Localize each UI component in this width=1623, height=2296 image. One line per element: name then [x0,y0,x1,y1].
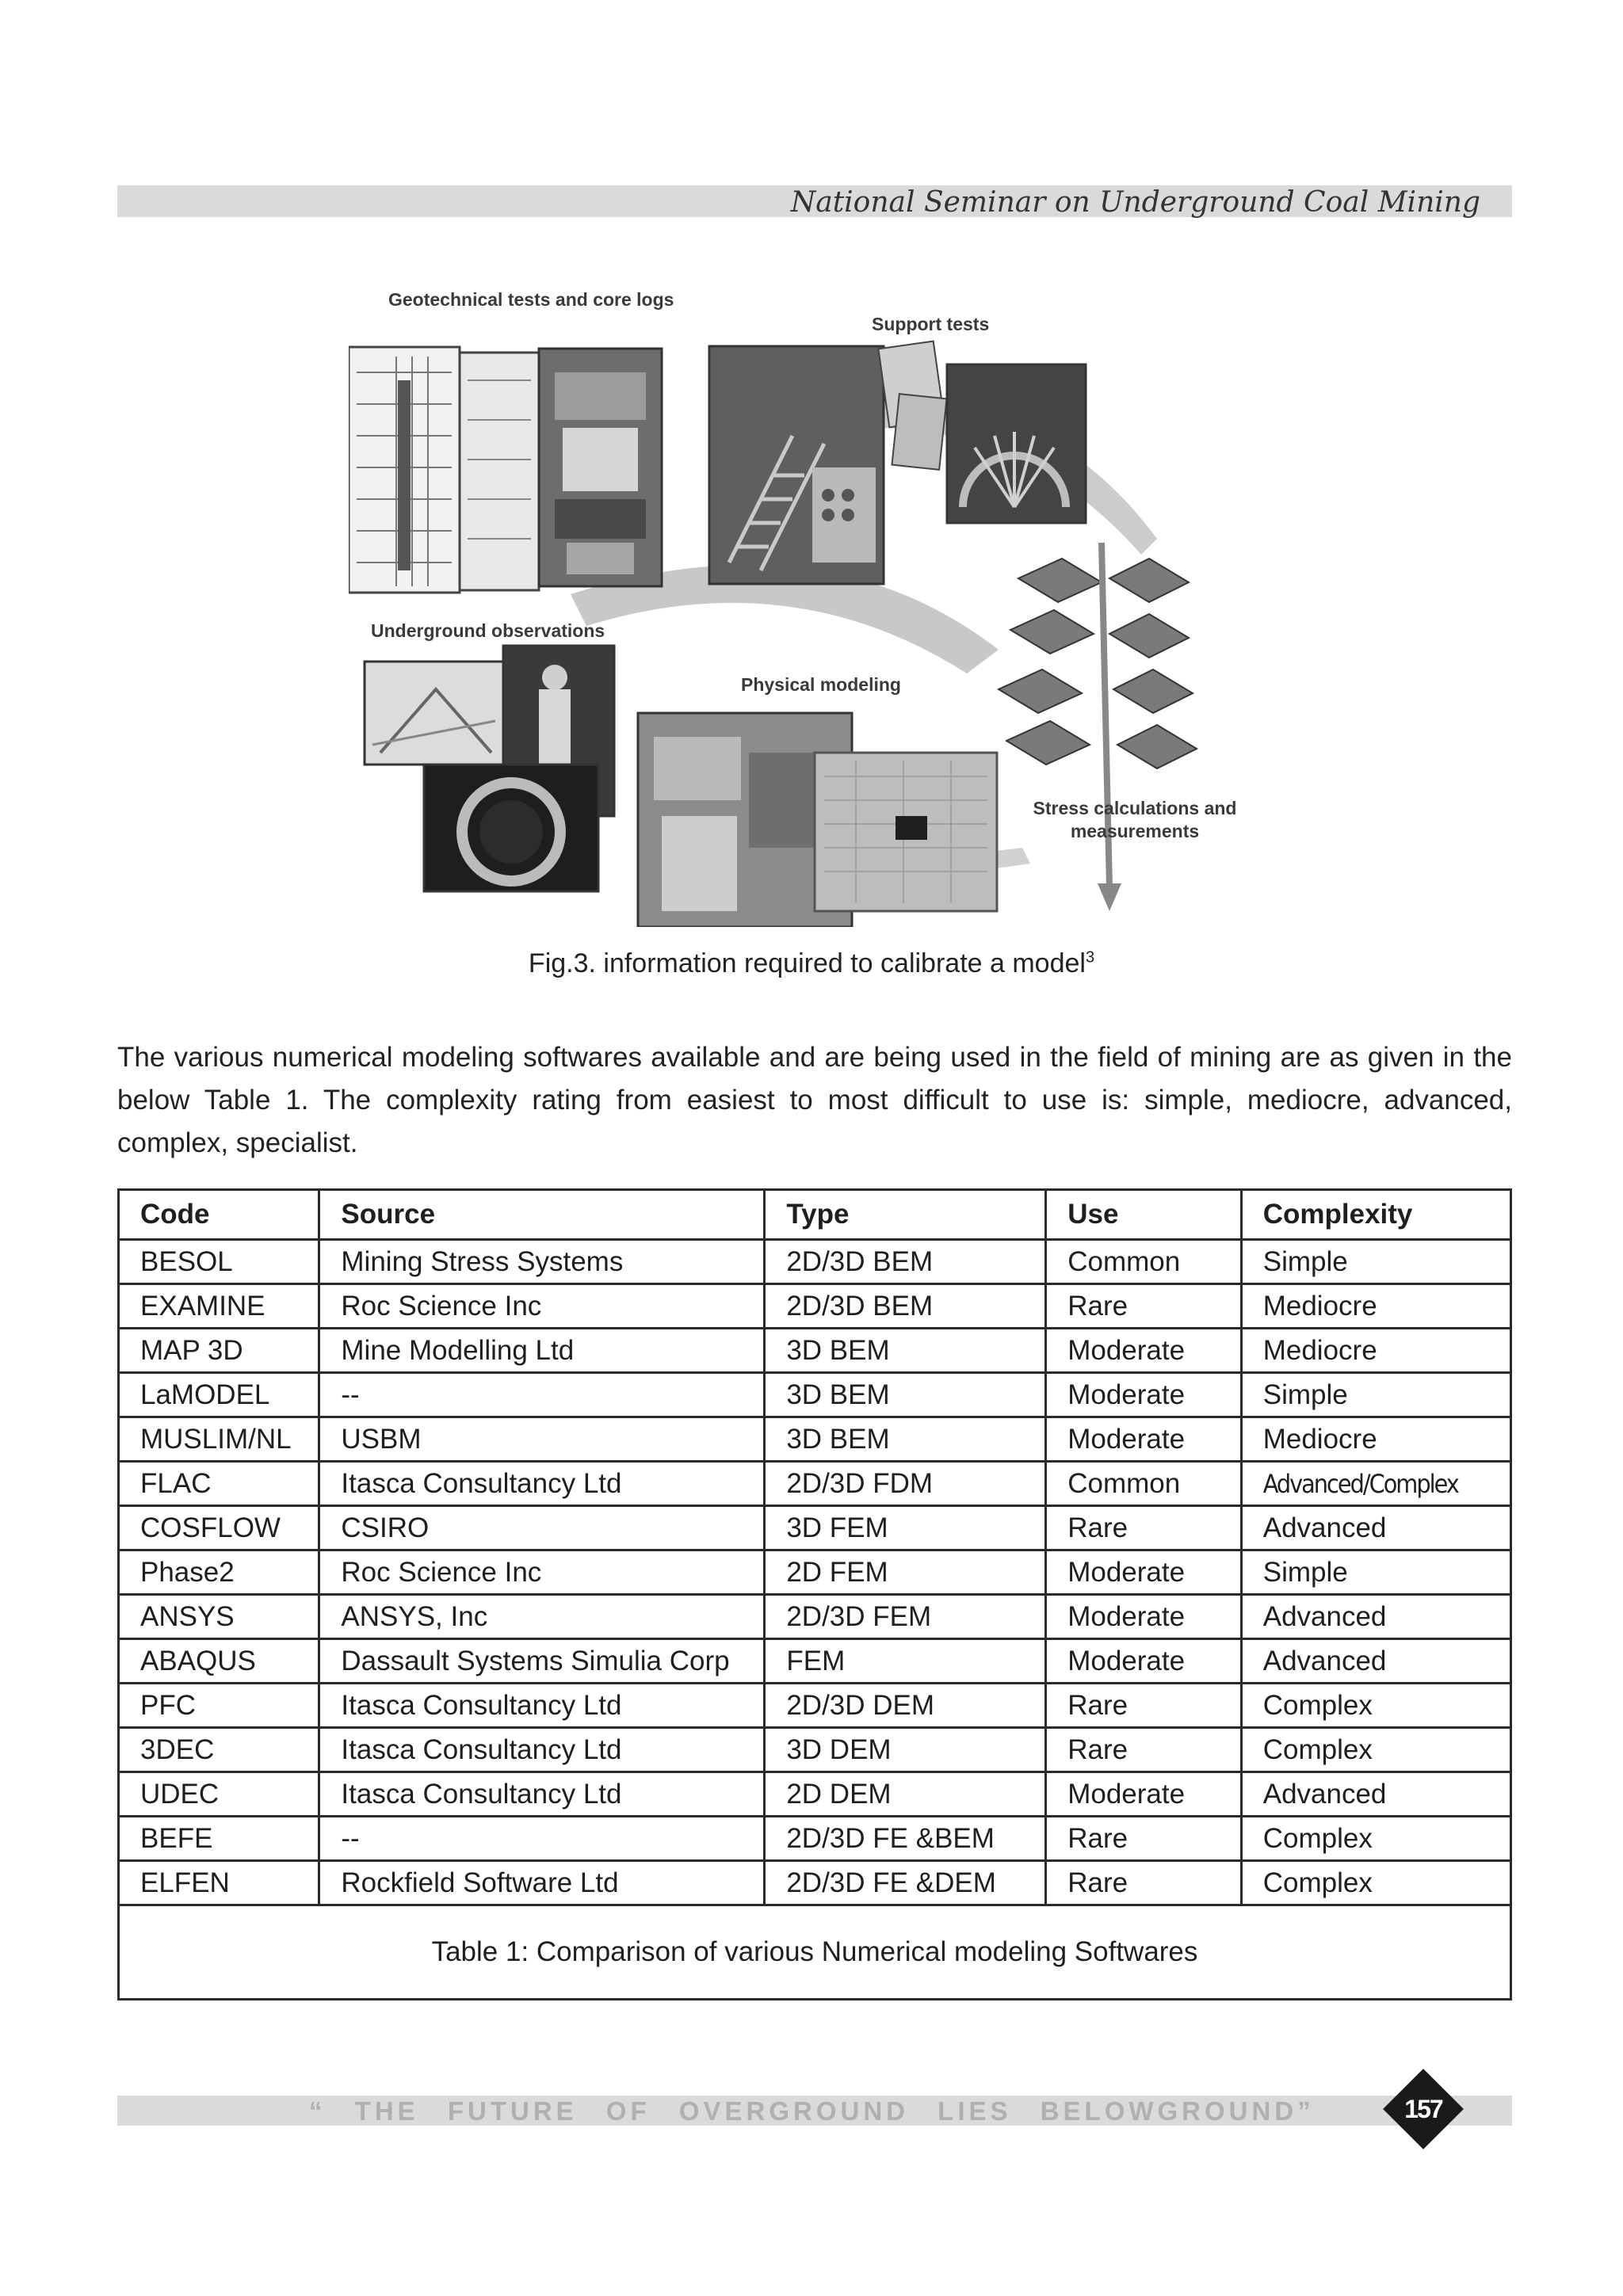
cell-code: BEFE [119,1817,319,1861]
table-row [119,1506,1511,1550]
table-row [119,1728,1511,1772]
cell-use: Moderate [1046,1550,1242,1595]
cell-use: Rare [1046,1284,1242,1329]
table-row [119,1550,1511,1595]
cell-type: FEM [765,1639,1046,1684]
cell-complexity: Advanced/Complex [1241,1462,1510,1506]
cell-use: Rare [1046,1861,1242,1905]
table-row [119,1284,1511,1329]
table-caption: Table 1: Comparison of various Numerical modeling Softwares [119,1905,1511,2000]
table-row [119,1595,1511,1639]
cell-code: BESOL [119,1240,319,1284]
running-header: National Seminar on Underground Coal Mining [790,186,1480,219]
cell-code: FLAC [119,1462,319,1506]
cell-source: Dassault Systems Simulia Corp [319,1639,765,1684]
cell-source: USBM [319,1417,765,1462]
header-code: Code [119,1190,319,1240]
table-row [119,1639,1511,1684]
label-stress: Stress calculations and measurements [1033,798,1237,841]
cell-source: ANSYS, Inc [319,1595,765,1639]
cell-type: 2D/3D DEM [765,1684,1046,1728]
cell-code: ANSYS [119,1595,319,1639]
cell-type: 3D FEM [765,1506,1046,1550]
figure-caption-ref: 3 [1085,948,1095,967]
header-type: Type [765,1190,1046,1240]
cell-type: 3D DEM [765,1728,1046,1772]
cell-complexity: Complex [1241,1817,1510,1861]
cell-type: 2D/3D FDM [765,1462,1046,1506]
cell-use: Common [1046,1462,1242,1506]
cell-type: 2D/3D BEM [765,1284,1046,1329]
table-row [119,1817,1511,1861]
cell-complexity: Simple [1241,1373,1510,1417]
cell-type: 2D DEM [765,1772,1046,1817]
cell-use: Moderate [1046,1772,1242,1817]
cell-type: 2D/3D FEM [765,1595,1046,1639]
cell-code: PFC [119,1684,319,1728]
table-header-row [119,1190,1511,1240]
cell-code: ABAQUS [119,1639,319,1684]
cell-code: UDEC [119,1772,319,1817]
cell-code: COSFLOW [119,1506,319,1550]
cell-source: Rockfield Software Ltd [319,1861,765,1905]
table-row [119,1462,1511,1506]
cell-source: Mining Stress Systems [319,1240,765,1284]
cell-type: 3D BEM [765,1329,1046,1373]
table-row [119,1373,1511,1417]
cell-code: Phase2 [119,1550,319,1595]
cell-complexity: Complex [1241,1684,1510,1728]
cell-complexity: Mediocre [1241,1329,1510,1373]
cell-source: -- [319,1373,765,1417]
table-row [119,1329,1511,1373]
cell-type: 2D FEM [765,1550,1046,1595]
cell-type: 2D/3D FE &BEM [765,1817,1046,1861]
cell-source: Mine Modelling Ltd [319,1329,765,1373]
cell-complexity: Advanced [1241,1772,1510,1817]
cell-complexity: Advanced [1241,1595,1510,1639]
cell-code: MAP 3D [119,1329,319,1373]
figure-caption [0,948,1623,979]
page-number: 157 [1404,2095,1442,2123]
cell-complexity: Complex [1241,1861,1510,1905]
header-source: Source [319,1190,765,1240]
cell-source: Roc Science Inc [319,1284,765,1329]
label-physical-modeling: Physical modeling [741,674,901,695]
table-row [119,1861,1511,1905]
figure-collage [349,277,1284,927]
cell-code: LaMODEL [119,1373,319,1417]
cell-type: 3D BEM [765,1417,1046,1462]
cell-type: 2D/3D BEM [765,1240,1046,1284]
header-bar [117,185,1512,217]
cell-source: Itasca Consultancy Ltd [319,1684,765,1728]
cell-type: 2D/3D FE &DEM [765,1861,1046,1905]
cell-source: CSIRO [319,1506,765,1550]
header-complexity: Complexity [1241,1190,1510,1240]
cell-complexity: Mediocre [1241,1417,1510,1462]
footer-slogan: “ THE FUTURE OF OVERGROUND LIES BELOWGROUND” [309,2096,1315,2126]
cell-code: 3DEC [119,1728,319,1772]
cell-use: Rare [1046,1506,1242,1550]
cell-complexity: Advanced [1241,1639,1510,1684]
cell-source: -- [319,1817,765,1861]
cell-use: Moderate [1046,1595,1242,1639]
cell-code: MUSLIM/NL [119,1417,319,1462]
cell-complexity: Simple [1241,1240,1510,1284]
cell-source: Itasca Consultancy Ltd [319,1728,765,1772]
table-row [119,1684,1511,1728]
cell-code: EXAMINE [119,1284,319,1329]
cell-source: Roc Science Inc [319,1550,765,1595]
table-row [119,1417,1511,1462]
table-row [119,1240,1511,1284]
cell-source: Itasca Consultancy Ltd [319,1462,765,1506]
cell-use: Rare [1046,1684,1242,1728]
table-row [119,1772,1511,1817]
cell-use: Rare [1046,1728,1242,1772]
cell-use: Moderate [1046,1373,1242,1417]
cell-use: Rare [1046,1817,1242,1861]
body-paragraph: The various numerical modeling softwares available and are being used in the field of mining are as given in the below Table 1. The complexity rating from easiest to most difficult to use is: simple, mediocre, advanced, complex, specialist. [117,1042,1512,1158]
figure-caption-text: Fig.3. information required to calibrate a model [528,948,1086,978]
header-use: Use [1046,1190,1242,1240]
cell-complexity: Advanced [1241,1506,1510,1550]
cell-use: Moderate [1046,1417,1242,1462]
label-underground: Underground observations [371,620,605,641]
cell-code: ELFEN [119,1861,319,1905]
label-geotechnical: Geotechnical tests and core logs [388,289,674,310]
label-support-tests: Support tests [872,314,990,334]
cell-complexity: Complex [1241,1728,1510,1772]
comparison-table [117,1188,1512,2000]
table-caption-row [119,1905,1511,2000]
cell-use: Moderate [1046,1639,1242,1684]
cell-use: Common [1046,1240,1242,1284]
cell-type: 3D BEM [765,1373,1046,1417]
cell-complexity: Simple [1241,1550,1510,1595]
cell-use: Moderate [1046,1329,1242,1373]
cell-complexity: Mediocre [1241,1284,1510,1329]
cell-source: Itasca Consultancy Ltd [319,1772,765,1817]
